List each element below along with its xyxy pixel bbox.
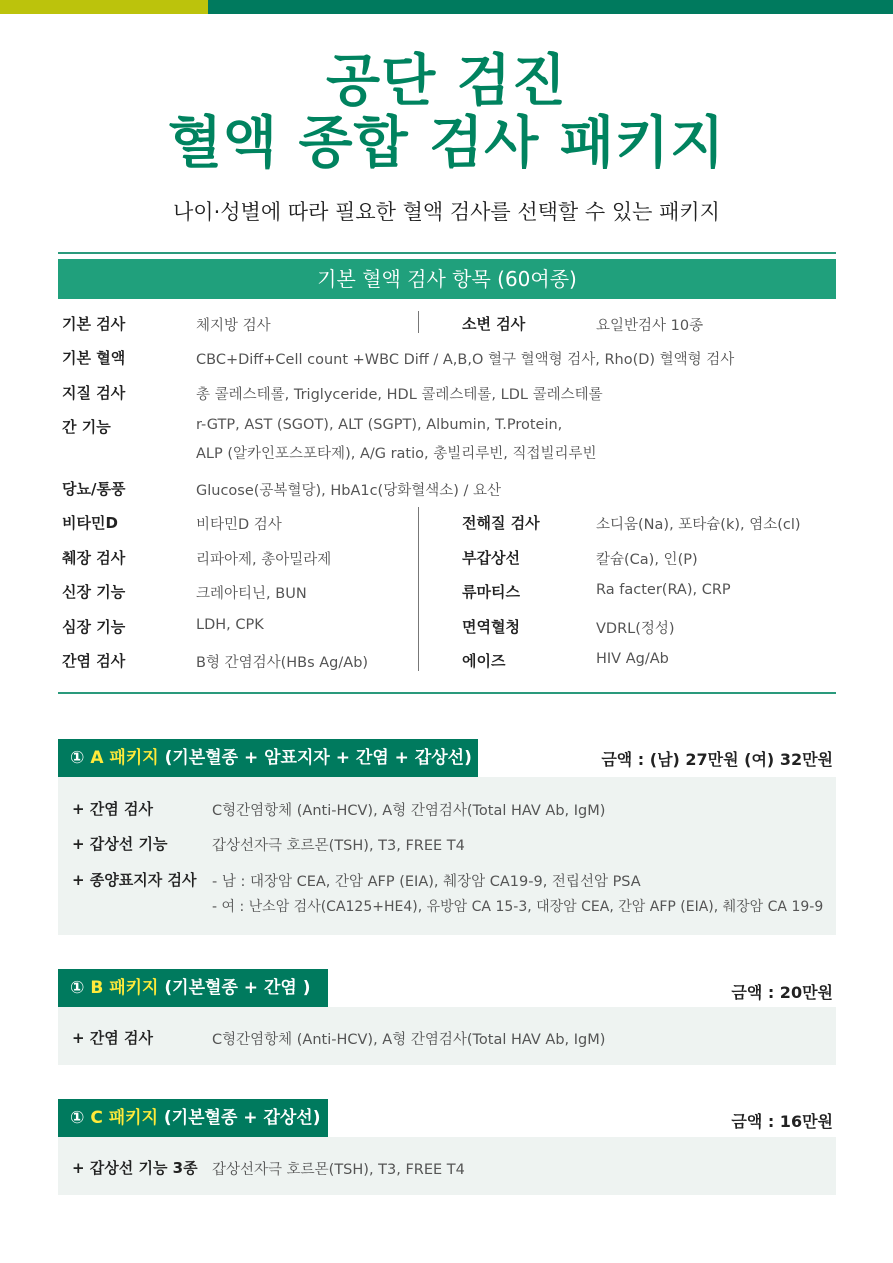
basic-row-label-right: 면역혈청 <box>462 618 520 636</box>
top-accent-bar <box>0 0 893 14</box>
basic-row-label: 췌장 검사 <box>62 549 126 567</box>
basic-row-value-right: HIV Ag/Ab <box>596 651 669 667</box>
basic-row-label: 심장 기능 <box>62 618 126 636</box>
basic-row-value-right: 요일반검사 10종 <box>596 318 704 334</box>
basic-row-value-line2: ALP (알카인포스포타제), A/G ratio, 총빌리루빈, 직접빌리루빈 <box>196 446 597 462</box>
basic-row-label: 지질 검사 <box>62 384 126 402</box>
basic-row-label-right: 에이즈 <box>462 652 506 670</box>
package-a-item-value: - 남 : 대장암 CEA, 간암 AFP (EIA), 췌장암 CA19-9, 전립선암 PSA <box>212 874 641 890</box>
basic-row-value: Glucose(공복혈당), HbA1c(당화혈색소) / 요산 <box>196 483 502 499</box>
package-b-item-value: C형간염항체 (Anti-HCV), A형 간염검사(Total HAV Ab, IgM) <box>212 1032 606 1048</box>
package-a-price: 금액 : (남) 27만원 (여) 32만원 <box>601 750 833 769</box>
divider-top <box>58 252 836 254</box>
basic-row-value: r-GTP, AST (SGOT), ALT (SGPT), Albumin, T.Protein, <box>196 417 563 433</box>
basic-row-label: 간 기능 <box>62 418 111 436</box>
basic-row-value: 리파아제, 총아밀라제 <box>196 552 332 568</box>
package-b-desc: (기본혈종 + 간염 ) <box>158 978 311 998</box>
basic-row-value: 비타민D 검사 <box>196 517 282 533</box>
basic-row-value: CBC+Diff+Cell count +WBC Diff / A,B,O 혈구 혈액형 검사, Rho(D) 혈액형 검사 <box>196 352 735 368</box>
package-a-item-value-line2: - 여 : 난소암 검사(CA125+HE4), 유방암 CA 15-3, 대장암 CEA, 간암 AFP (EIA), 췌장암 CA 19-9 <box>212 899 824 915</box>
page-title-line2: 혈액 종합 검사 패키지 <box>167 111 726 176</box>
package-c-desc: (기본혈종 + 갑상선) <box>158 1108 321 1128</box>
package-b-tab <box>58 969 328 1007</box>
package-a-item-value: C형간염항체 (Anti-HCV), A형 간염검사(Total HAV Ab, IgM) <box>212 803 606 819</box>
basic-row-value-right: 소디움(Na), 포타슘(k), 염소(cl) <box>596 517 801 533</box>
basic-row-label-right: 류마티스 <box>462 583 520 601</box>
package-b-price: 금액 : 20만원 <box>731 983 833 1002</box>
package-c-number: ① <box>70 1108 85 1128</box>
basic-row-value: 총 콜레스테롤, Triglyceride, HDL 콜레스테롤, LDL 콜레스테롤 <box>196 387 603 403</box>
basic-row-label: 기본 검사 <box>62 315 126 333</box>
page-title-line1: 공단 검진 <box>326 49 567 114</box>
basic-row-value-right: Ra facter(RA), CRP <box>596 582 731 598</box>
top-accent-lime <box>0 0 208 14</box>
package-a-item-label: + 갑상선 기능 <box>72 835 168 853</box>
package-b-name: B 패키지 <box>90 978 159 998</box>
basic-row-value-right: 칼슘(Ca), 인(P) <box>596 552 698 568</box>
package-a-item-label: + 간염 검사 <box>72 800 153 818</box>
package-b-number: ① <box>70 978 85 998</box>
package-c-price: 금액 : 16만원 <box>731 1112 833 1131</box>
package-a-desc: (기본혈종 + 암표지자 + 간염 + 갑상선) <box>158 748 472 768</box>
basic-row-value: 크레아티닌, BUN <box>196 586 307 602</box>
basic-row-value-right: VDRL(정성) <box>596 621 675 637</box>
basic-row-label: 비타민D <box>62 514 118 532</box>
basic-row-label: 신장 기능 <box>62 583 126 601</box>
package-b-item-label: + 간염 검사 <box>72 1029 153 1047</box>
basic-row-label-right: 소변 검사 <box>462 315 526 333</box>
divider-bottom <box>58 692 836 694</box>
basic-row-value: B형 간염검사(HBs Ag/Ab) <box>196 655 369 671</box>
package-a-item-value: 갑상선자극 호르몬(TSH), T3, FREE T4 <box>212 838 465 854</box>
package-a-number: ① <box>70 748 85 768</box>
basic-row-label: 기본 혈액 <box>62 349 126 367</box>
package-c-tab <box>58 1099 328 1137</box>
package-c-item-label: + 갑상선 기능 3종 <box>72 1159 198 1177</box>
column-divider <box>418 507 419 671</box>
basic-row-label: 간염 검사 <box>62 652 126 670</box>
page-subtitle: 나이·성별에 따라 필요한 혈액 검사를 선택할 수 있는 패키지 <box>173 200 720 224</box>
basic-row-label-right: 전해질 검사 <box>462 514 540 532</box>
basic-row-value: LDH, CPK <box>196 617 264 633</box>
package-a-tab <box>58 739 478 777</box>
basic-row-label: 당뇨/통풍 <box>62 480 126 498</box>
package-a-name: A 패키지 <box>90 748 159 768</box>
basic-section-header: 기본 혈액 검사 항목 (60여종) <box>58 259 836 299</box>
package-c-name: C 패키지 <box>90 1108 158 1128</box>
basic-row-label-right: 부갑상선 <box>462 549 520 567</box>
basic-row-value: 체지방 검사 <box>196 318 271 334</box>
package-c-item-value: 갑상선자극 호르몬(TSH), T3, FREE T4 <box>212 1162 465 1178</box>
package-a-item-label: + 종양표지자 검사 <box>72 871 197 889</box>
column-divider <box>418 311 419 333</box>
